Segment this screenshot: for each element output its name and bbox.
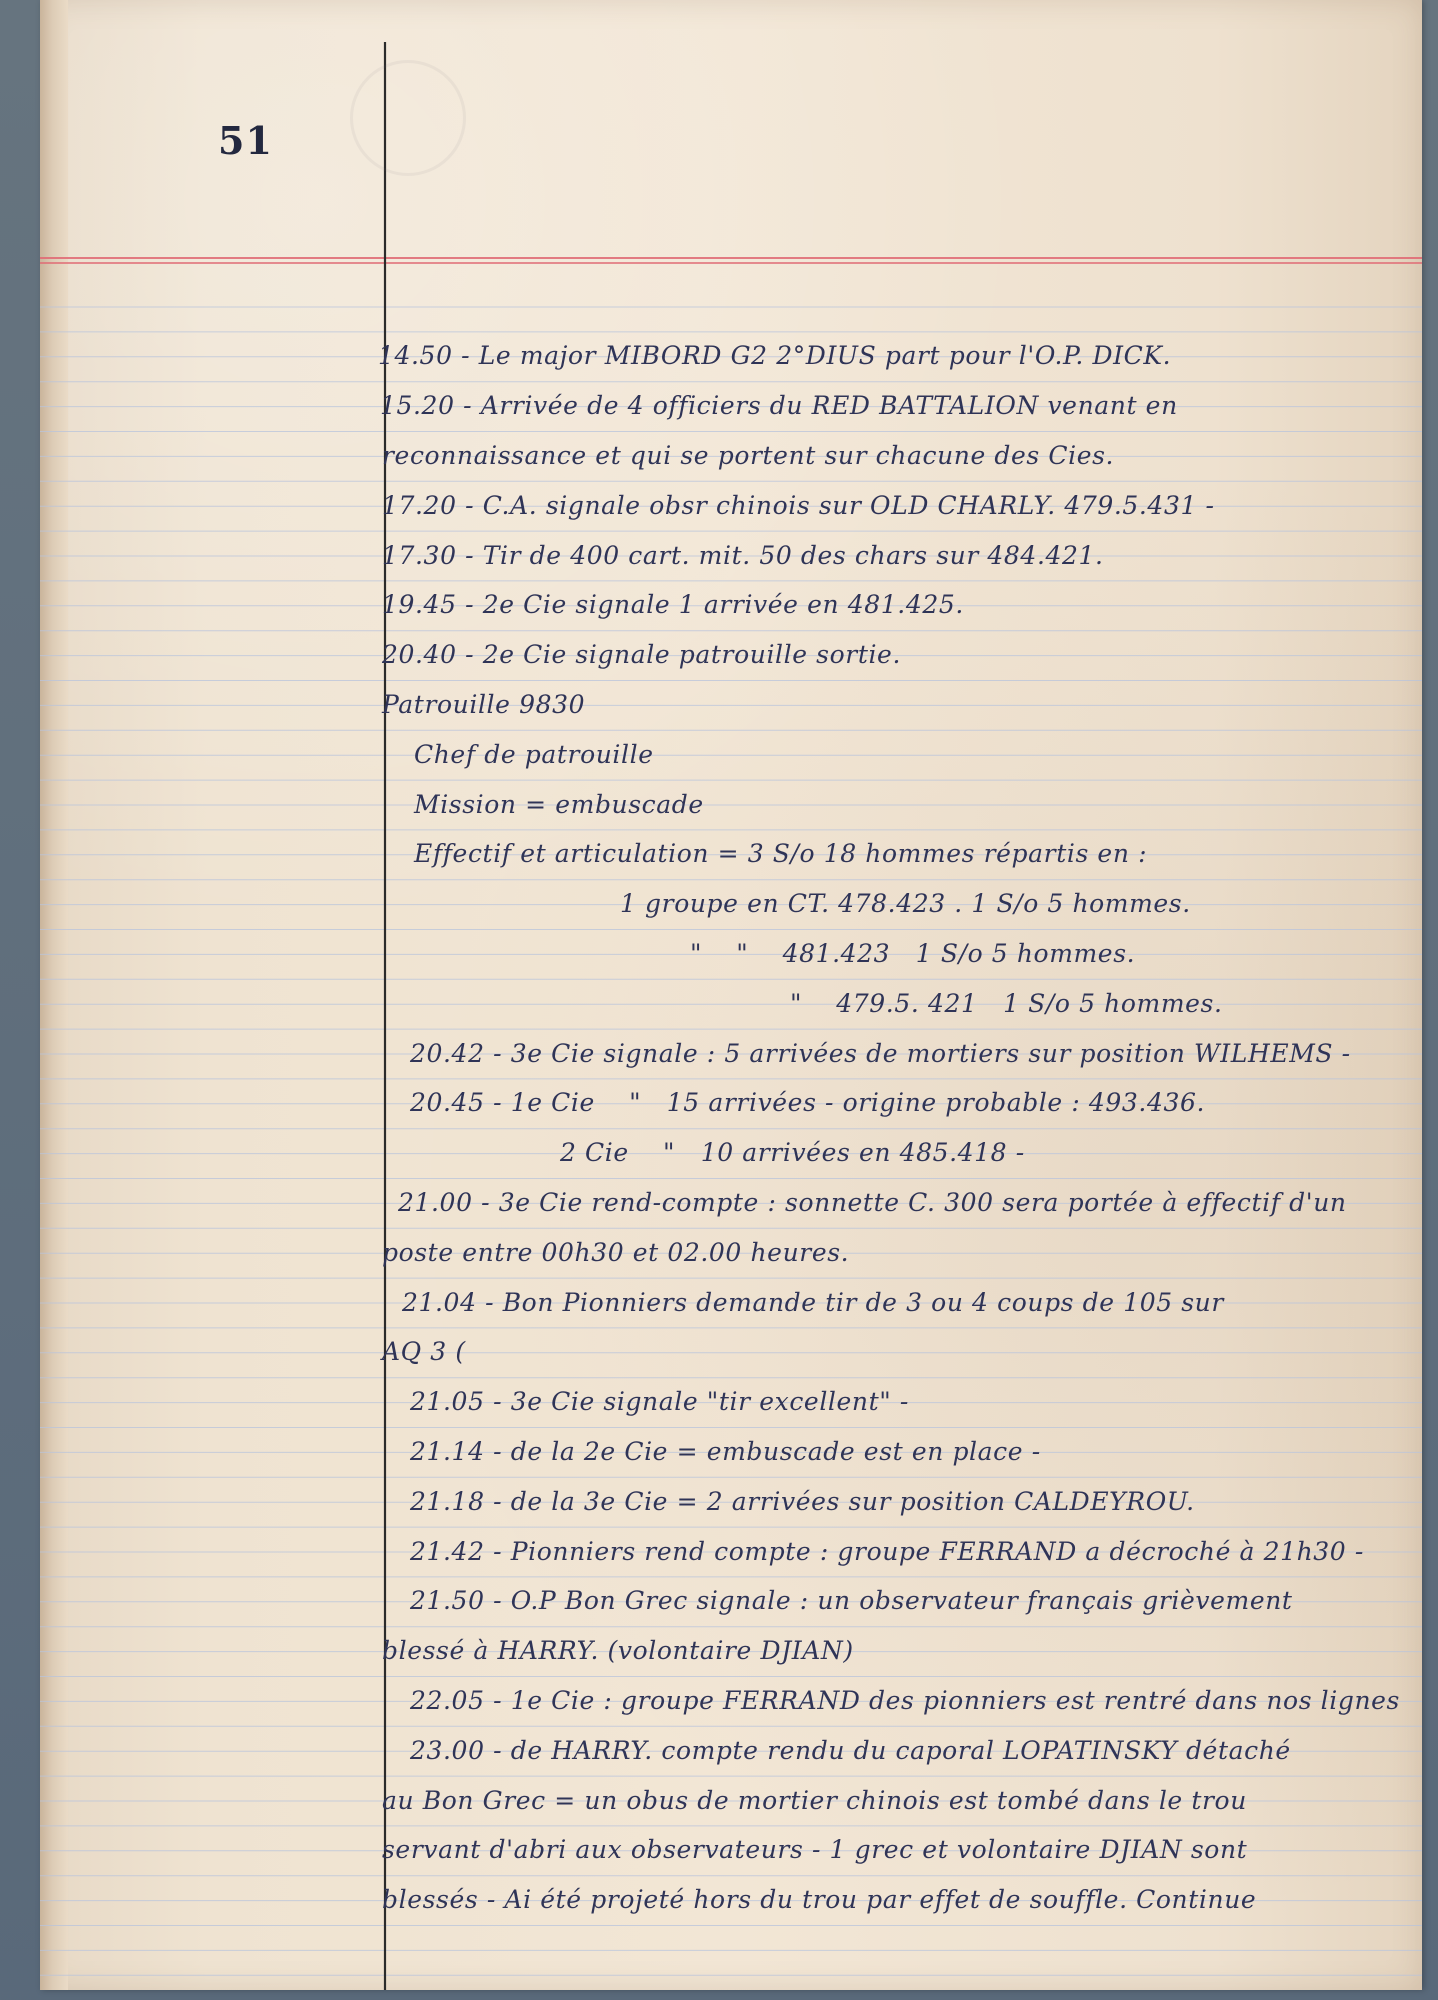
- entry-line: 23.00 - de HARRY. compte rendu du caporal LOPATINSKY détaché: [410, 1736, 1291, 1765]
- entry-line: 1 groupe en CT. 478.423 . 1 S/o 5 hommes.: [620, 889, 1191, 918]
- entry-line: reconnaissance et qui se portent sur chacune des Cies.: [382, 441, 1115, 470]
- entry-line: 21.05 - 3e Cie signale "tir excellent" -: [410, 1387, 909, 1416]
- entry-line: " 479.5. 421 1 S/o 5 hommes.: [790, 989, 1223, 1018]
- page-number: 51: [218, 118, 273, 163]
- entry-line: blessé à HARRY. (volontaire DJIAN): [382, 1636, 854, 1665]
- entry-line: 17.20 - C.A. signale obsr chinois sur OLD CHARLY. 479.5.431 -: [382, 491, 1215, 520]
- entry-line: 21.14 - de la 2e Cie = embuscade est en place -: [410, 1437, 1041, 1466]
- entry-line: 22.05 - 1e Cie : groupe FERRAND des pionniers est rentré dans nos lignes: [410, 1686, 1400, 1715]
- entry-line: Chef de patrouille: [414, 740, 654, 769]
- entry-line: 20.42 - 3e Cie signale : 5 arrivées de mortiers sur position WILHEMS -: [410, 1039, 1351, 1068]
- entry-line: Effectif et articulation = 3 S/o 18 hommes répartis en :: [414, 839, 1148, 868]
- entry-line: 21.00 - 3e Cie rend-compte : sonnette C. 300 sera portée à effectif d'un: [398, 1188, 1347, 1217]
- entry-line: 17.30 - Tir de 400 cart. mit. 50 des chars sur 484.421.: [382, 541, 1104, 570]
- entry-line: 20.40 - 2e Cie signale patrouille sortie.: [382, 640, 901, 669]
- entry-line: 2 Cie " 10 arrivées en 485.418 -: [560, 1138, 1025, 1167]
- entry-line: poste entre 00h30 et 02.00 heures.: [382, 1238, 850, 1267]
- entry-line: " " 481.423 1 S/o 5 hommes.: [690, 939, 1136, 968]
- entry-line: servant d'abri aux observateurs - 1 grec et volontaire DJIAN sont: [382, 1835, 1248, 1864]
- entry-line: Patrouille 9830: [382, 690, 586, 719]
- entry-line: 20.45 - 1e Cie " 15 arrivées - origine probable : 493.436.: [410, 1088, 1206, 1117]
- entry-line: 21.04 - Bon Pionniers demande tir de 3 ou 4 coups de 105 sur: [402, 1288, 1224, 1317]
- entry-line: 14.50 - Le major MIBORD G2 2°DIUS part pour l'O.P. DICK.: [378, 341, 1172, 370]
- stamp-ghost: [350, 60, 466, 176]
- entry-line: au Bon Grec = un obus de mortier chinois est tombé dans le trou: [382, 1786, 1247, 1815]
- entry-line: 19.45 - 2e Cie signale 1 arrivée en 481.425.: [382, 590, 964, 619]
- entry-line: 21.42 - Pionniers rend compte : groupe FERRAND a décroché à 21h30 -: [410, 1537, 1364, 1566]
- entry-line: Mission = embuscade: [414, 790, 704, 819]
- entry-line: 15.20 - Arrivée de 4 officiers du RED BATTALION venant en: [380, 391, 1178, 420]
- entry-line: 21.50 - O.P Bon Grec signale : un observateur français grièvement: [410, 1586, 1293, 1615]
- entry-line: 21.18 - de la 3e Cie = 2 arrivées sur position CALDEYROU.: [410, 1487, 1195, 1516]
- notebook-page: [40, 0, 1422, 1990]
- entry-line: blessés - Ai été projeté hors du trou par effet de souffle. Continue: [382, 1885, 1257, 1914]
- entry-line: AQ 3 (: [382, 1337, 466, 1366]
